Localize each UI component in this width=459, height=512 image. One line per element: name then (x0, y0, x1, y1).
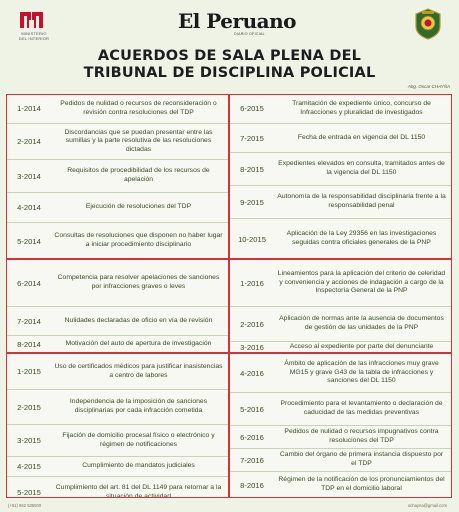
agreement-description: Pedidos de nulidad o recursos de reconsideración o revisión contra resoluciones del TDP (60, 99, 217, 116)
agreement-description: Lineamientos para la aplicación del criterio de celeridad y conveniencia y acciones de indagación a cargo de la Inspectoría General de la PNP (277, 270, 446, 295)
agreement-number: 10-2015 (238, 234, 266, 244)
table-row (229, 123, 452, 152)
agreement-number: 6-2015 (240, 104, 264, 113)
table-row (6, 94, 229, 123)
agreement-number: 2-2014 (17, 137, 41, 146)
agreement-description: Consultas de resoluciones que disponen no haber lugar a iniciar procedimiento disciplinario (54, 232, 223, 248)
right-column (229, 94, 452, 498)
agreement-description: Cumplimiento de mandatos judiciales (82, 462, 195, 470)
agreement-description: Nulidades declaradas de oficio en vía de revisión (64, 316, 213, 324)
agreement-description: Discordancias que se puedan presentar entre las sumillas y la parte resolutiva de las resoluciones dictadas (64, 128, 213, 153)
police-seal-icon (414, 8, 442, 40)
agreement-description: Procedimiento para el levantamiento o declaración de caducidad de las medidas preventivas (280, 400, 443, 416)
brand-subtitle: DIARIO OFICIAL (234, 32, 265, 36)
agreement-number: 7-2014 (17, 316, 41, 326)
agreement-number: 8-2016 (240, 480, 264, 490)
ministry-line1: MINISTERIO (21, 31, 47, 36)
table-row (6, 222, 229, 259)
table-row (229, 152, 452, 185)
table-row (229, 259, 452, 306)
author-credit: Abg. Oscar CHAYÑA (407, 84, 450, 89)
agreement-number: 1-2015 (17, 367, 41, 376)
agreement-description: Cumplimiento del art. 81 del DL 1149 para retornar a la situación de actividad (55, 483, 222, 500)
footer (0, 500, 459, 512)
agreement-number: 4-2015 (17, 462, 41, 471)
table-row (229, 448, 452, 471)
agreement-number: 8-2015 (240, 164, 264, 174)
ministry-text (12, 31, 56, 41)
agreements-table (6, 94, 452, 498)
agreement-number: 4-2016 (240, 368, 264, 378)
page-title (0, 48, 459, 82)
agreement-number: 2-2016 (240, 319, 264, 329)
ministry-logo (12, 10, 52, 42)
title-line1: ACUERDOS DE SALA PLENA DEL (97, 48, 362, 64)
agreement-description: Ejecución de resoluciones del TDP (85, 203, 192, 211)
agreement-number: 5-2015 (17, 488, 41, 497)
agreement-number: 7-2016 (240, 455, 264, 465)
agreement-description: Cambio del órgano de primera instancia dispuesto por el TDP (279, 451, 444, 467)
agreement-description: Tramitación de expediente único, concurso de Infracciones y pluralidad de investigados (292, 99, 431, 116)
table-row (6, 335, 229, 353)
ministry-emblem-icon (18, 10, 46, 30)
agreement-description: Acceso al expediente por parte del denunciante (289, 343, 434, 351)
brand-title: El Peruano (178, 9, 296, 33)
table-row (229, 425, 452, 448)
table-row (6, 389, 229, 424)
table-row (229, 341, 452, 353)
footer-email: ochayna@gmail.com (407, 503, 447, 508)
agreement-description: Aplicación de la Ley 29356 en las investigaciones seguidas contra oficiales generales de la PNP (286, 230, 437, 246)
agreement-description: Expedientes elevados en consulta, tramitados antes de la vigencia del DL 1150 (278, 160, 445, 176)
table-row (6, 123, 229, 159)
table-row (229, 392, 452, 425)
table-row (6, 306, 229, 335)
table-row (6, 353, 229, 389)
table-row (229, 94, 452, 123)
agreement-number: 3-2014 (17, 171, 41, 181)
agreement-number: 4-2014 (17, 203, 41, 212)
table-row (6, 456, 229, 476)
agreement-description: Requisitos de procedibilidad de los recursos de apelación (67, 167, 210, 183)
agreement-number: 1-2016 (240, 278, 264, 288)
agreement-description: Fecha de entrada en vigencia del DL 1150 (297, 133, 426, 141)
header-bar (0, 0, 459, 44)
agreement-number: 6-2016 (240, 432, 264, 442)
table-row (229, 306, 452, 341)
agreement-description: Fijación de domicilio procesal físico o electrónico y régimen de notificaciones (62, 431, 215, 448)
left-column (6, 94, 229, 498)
agreement-number: 3-2016 (240, 343, 264, 352)
agreement-description: Uso de certificados médicos para justificar inasistencias a centro de labores (54, 362, 223, 379)
table-row (229, 185, 452, 218)
table-row (6, 424, 229, 456)
agreement-description: Pedidos de nulidad o recursos impugnativos contra resoluciones del TDP (284, 428, 439, 444)
agreement-description: Autonomía de la responsabilidad disciplinaria frente a la responsabilidad penal (277, 193, 446, 209)
title-line2: TRIBUNAL DE DISCIPLINA POLICIAL (83, 65, 376, 81)
agreement-number: 1-2014 (17, 104, 41, 113)
table-row (229, 218, 452, 259)
table-row (6, 192, 229, 222)
agreement-number: 7-2015 (240, 133, 264, 143)
agreement-description: Motivación del auto de apertura de investigación (65, 340, 212, 348)
table-row (229, 353, 452, 392)
agreement-description: Competencia para resolver apelaciones de sanciones por infracciones graves o leves (57, 274, 220, 290)
table-row (6, 159, 229, 192)
table-row (229, 471, 452, 498)
agreement-number: 8-2014 (17, 340, 41, 349)
ministry-line2: DEL INTERIOR (18, 36, 50, 41)
agreement-number: 6-2014 (17, 278, 41, 288)
agreement-number: 5-2016 (240, 404, 264, 414)
agreement-description: Ámbito de aplicación de las infracciones muy grave MG15 y grave G43 de la tabla de infracciones y sanciones del DL 1150 (284, 360, 439, 385)
agreement-description: Aplicación de normas ante la ausencia de documentos de gestión de las unidades de la PNP (279, 315, 444, 331)
agreement-number: 3-2015 (17, 436, 41, 445)
agreement-description: Independencia de la imposición de sanciones disciplinarias por cada infracción cometida (69, 398, 208, 414)
agreement-number: 9-2015 (240, 197, 264, 207)
agreement-description: Régimen de la notificación de los pronunciamientos del TDP en el domicilio laboral (278, 476, 445, 492)
table-row (6, 259, 229, 306)
agreement-number: 5-2014 (17, 236, 41, 246)
agreement-number: 2-2015 (17, 402, 41, 412)
footer-phone: (+51) 962 535500 (8, 503, 42, 508)
